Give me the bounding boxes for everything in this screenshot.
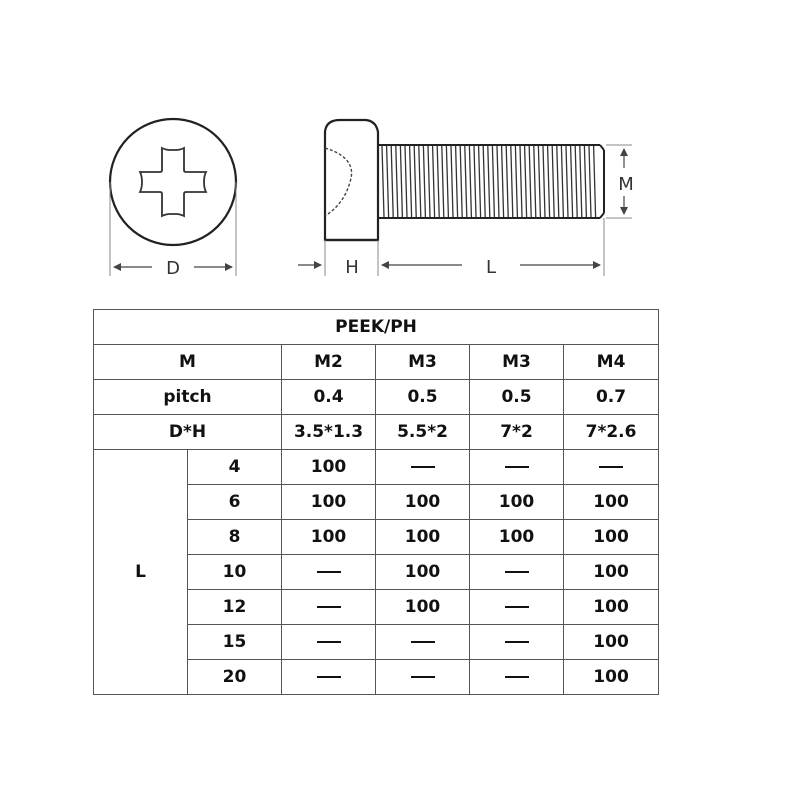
spec-value: M3	[470, 345, 564, 380]
length-value: 8	[188, 520, 282, 555]
length-group-label: L	[94, 450, 188, 695]
quantity-value	[470, 660, 564, 695]
quantity-value: 100	[376, 520, 470, 555]
spec-value: M4	[564, 345, 659, 380]
quantity-value	[376, 625, 470, 660]
quantity-value	[376, 450, 470, 485]
length-label: L	[485, 257, 497, 278]
quantity-value: 100	[470, 520, 564, 555]
spec-value: 0.5	[376, 380, 470, 415]
length-value: 10	[188, 555, 282, 590]
not-available-dash	[599, 466, 623, 468]
not-available-dash	[317, 641, 341, 643]
spec-row	[94, 380, 659, 415]
spec-row	[94, 345, 659, 380]
spec-value: 5.5*2	[376, 415, 470, 450]
quantity-value	[470, 450, 564, 485]
quantity-value	[470, 590, 564, 625]
phillips-cross-icon	[140, 148, 206, 216]
quantity-value	[376, 660, 470, 695]
head-top-view	[110, 119, 236, 279]
quantity-value: 100	[282, 520, 376, 555]
quantity-value: 100	[564, 555, 659, 590]
quantity-value: 100	[376, 555, 470, 590]
quantity-value	[282, 625, 376, 660]
quantity-value: 100	[470, 485, 564, 520]
spec-value: M2	[282, 345, 376, 380]
quantity-value: 100	[376, 590, 470, 625]
thread-lines	[382, 146, 596, 217]
quantity-value: 100	[282, 450, 376, 485]
quantity-value: 100	[376, 485, 470, 520]
not-available-dash	[505, 571, 529, 573]
quantity-value	[282, 555, 376, 590]
quantity-value: 100	[564, 520, 659, 555]
spec-value: 0.4	[282, 380, 376, 415]
spec-row-label: M	[94, 345, 282, 380]
quantity-value: 100	[282, 485, 376, 520]
quantity-value	[282, 590, 376, 625]
not-available-dash	[411, 641, 435, 643]
thread-diameter-label: M	[618, 174, 634, 195]
spec-row	[94, 415, 659, 450]
quantity-value	[470, 625, 564, 660]
screw-side-view	[298, 120, 634, 278]
quantity-value: 100	[564, 660, 659, 695]
screw-technical-drawing	[0, 0, 800, 300]
length-value: 20	[188, 660, 282, 695]
length-value: 4	[188, 450, 282, 485]
spec-value: 0.7	[564, 380, 659, 415]
head-height-label: H	[345, 257, 359, 278]
not-available-dash	[411, 676, 435, 678]
length-value: 12	[188, 590, 282, 625]
not-available-dash	[317, 676, 341, 678]
not-available-dash	[317, 571, 341, 573]
length-value: 6	[188, 485, 282, 520]
not-available-dash	[317, 606, 341, 608]
spec-table	[93, 309, 659, 695]
spec-value: 3.5*1.3	[282, 415, 376, 450]
spec-value: 0.5	[470, 380, 564, 415]
table-title: PEEK/PH	[94, 310, 659, 345]
spec-row-label: pitch	[94, 380, 282, 415]
not-available-dash	[411, 466, 435, 468]
spec-value: 7*2	[470, 415, 564, 450]
not-available-dash	[505, 606, 529, 608]
not-available-dash	[505, 641, 529, 643]
diameter-label: D	[166, 258, 180, 279]
quantity-value	[282, 660, 376, 695]
not-available-dash	[505, 676, 529, 678]
quantity-value: 100	[564, 625, 659, 660]
table-row	[94, 450, 659, 485]
quantity-value: 100	[564, 590, 659, 625]
quantity-value: 100	[564, 485, 659, 520]
spec-value: 7*2.6	[564, 415, 659, 450]
quantity-value	[564, 450, 659, 485]
quantity-value	[470, 555, 564, 590]
spec-value: M3	[376, 345, 470, 380]
length-value: 15	[188, 625, 282, 660]
not-available-dash	[505, 466, 529, 468]
spec-row-label: D*H	[94, 415, 282, 450]
